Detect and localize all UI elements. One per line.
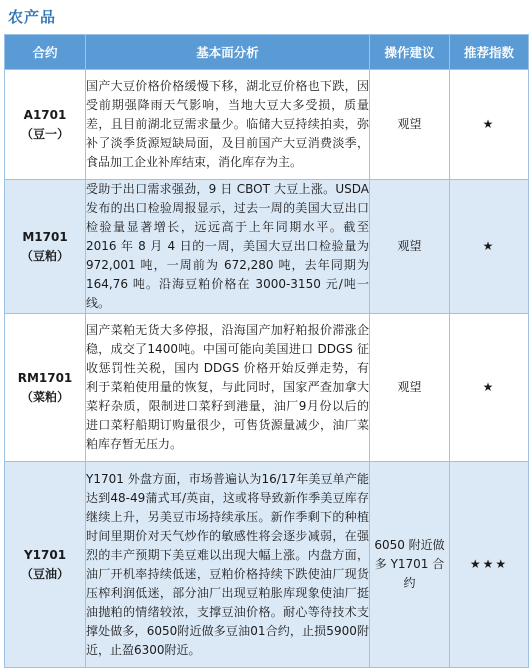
contract-code: Y1701 [23, 547, 67, 562]
advice-cell: 观望 [370, 180, 450, 314]
table-row [5, 314, 529, 462]
header-rating: 推荐指数 [450, 35, 529, 70]
table-header-row [5, 35, 529, 70]
contract-name: （菜粕） [20, 389, 69, 404]
table-row [5, 180, 529, 314]
analysis-cell: Y1701 外盘方面，市场普遍认为16/17年美豆单产能达到48-49蒲式耳/英亩，这或将导致新作季美豆库存继续上升，另美豆市场持续承压。新作季剩下的种植时间里期价对天气炒作的敏感性将会逐步减弱，在强烈的丰产预期下美豆难以出现大幅上涨。内盘方面，油厂开机率持续低迷，豆粕价格持续下跌使油厂现货压榨利润低迷，部分油厂出现豆粕胀库现象使油厂挺油抛粕的情绪较浓，支撑豆油价格。耐心等待技术支撑处做多，6050附近做多豆油01合约，止损5900附近，止盈6300附近。 [86, 462, 370, 668]
recommendation-table [4, 34, 529, 668]
contract-code: A1701 [23, 107, 67, 122]
header-advice: 操作建议 [370, 35, 450, 70]
rating-stars: ★ [450, 70, 529, 180]
analysis-cell: 国产菜粕无货大多停报，沿海国产加籽粕报价滞涨企稳，成交了1400吨。中国可能向美国进口 DDGS 征收惩罚性关税，国内 DDGS 价格开始反弹走势，有利于菜粕使用量的恢复，与此同时，国家严查加拿大菜籽杂质，限制进口菜籽到港量，油厂9月份以后的进口菜籽船期订购量很少，可售货源量减少，油厂菜粕库存暂无压力。 [86, 314, 370, 462]
analysis-cell: 受助于出口需求强劲，9 日 CBOT 大豆上涨。USDA 发布的出口检验周报显示，过去一周的美国大豆出口检验量显著增长，远远高于上年同期水平。截至 2016 年 8 月 4 日的一周，美国大豆出口检验量为 972,001 吨，一周前为 672,280 吨，去年同期为 164,76 吨。沿海豆粕价格在 3000-3150 元/吨一线。 [86, 180, 370, 314]
contract-cell [5, 462, 86, 668]
advice-cell: 6050 附近做多 Y1701 合约 [370, 462, 450, 668]
contract-cell [5, 180, 86, 314]
contract-cell [5, 314, 86, 462]
header-analysis: 基本面分析 [86, 35, 370, 70]
advice-cell: 观望 [370, 70, 450, 180]
table-row [5, 70, 529, 180]
table-row [5, 462, 529, 668]
section-title: 农产品 [8, 8, 57, 26]
advice-cell: 观望 [370, 314, 450, 462]
rating-stars: ★ [450, 314, 529, 462]
contract-code: RM1701 [17, 370, 73, 385]
contract-code: M1701 [22, 229, 68, 244]
contract-name: （豆油） [20, 566, 69, 581]
contract-name: （豆一） [20, 126, 69, 141]
rating-stars: ★★★ [450, 462, 529, 668]
contract-name: （豆粕） [20, 248, 69, 263]
rating-stars: ★ [450, 180, 529, 314]
header-contract: 合约 [5, 35, 86, 70]
contract-cell [5, 70, 86, 180]
analysis-cell: 国产大豆价格价格缓慢下移，湖北豆价格也下跌，因受前期强降雨天气影响，当地大豆大多受损，质量差，且目前湖北豆需求量少。临储大豆持续拍卖，弥补了淡季货源短缺局面，及目前国产大豆消费淡季，食品加工企业补库结束，消化库存为主。 [86, 70, 370, 180]
